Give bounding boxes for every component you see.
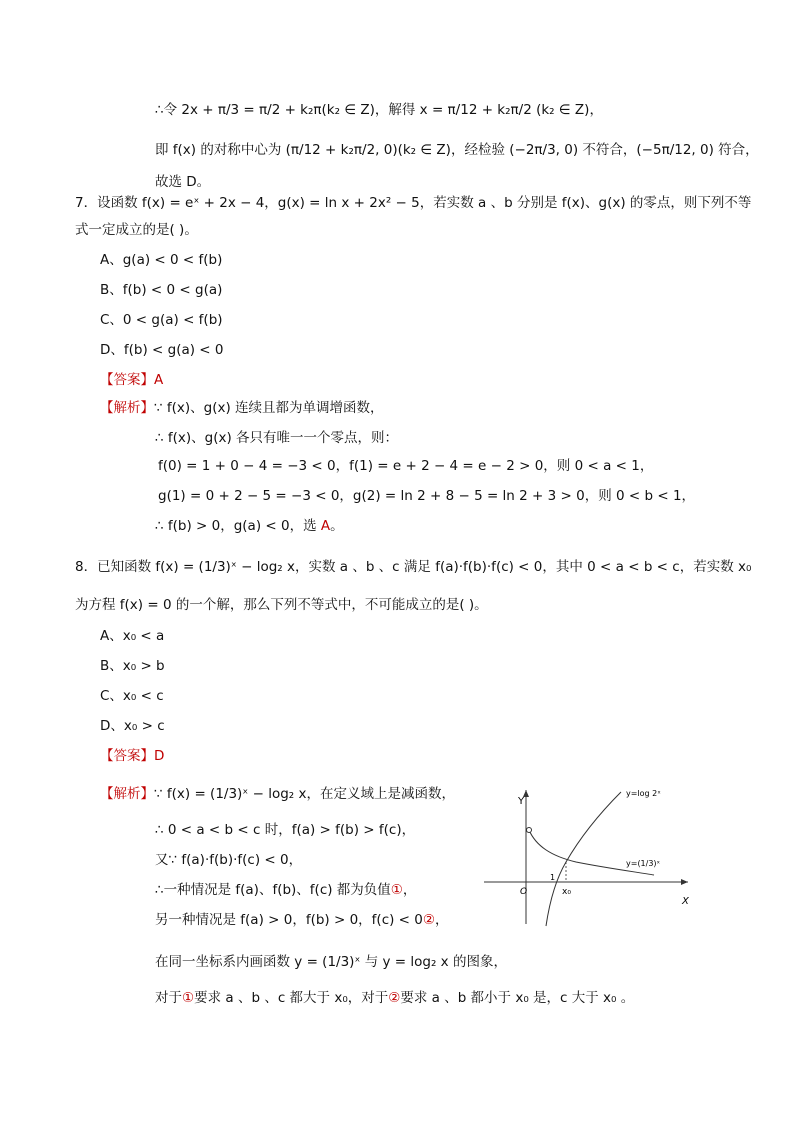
q8-option-c: C、x₀ < c	[100, 688, 164, 704]
analysis-text: ∴ f(b) > 0，g(a) < 0，选	[155, 518, 321, 534]
q8-option-b: B、x₀ > b	[100, 658, 165, 674]
q7-option-b: B、f(b) < 0 < g(a)	[100, 282, 223, 298]
answer-choice: A	[320, 518, 331, 534]
q8-stem-line-1: 8．已知函数 f(x) = (1/3)ˣ − log₂ x，实数 a 、b 、c 满足 f(a)·f(b)·f(c) < 0，其中 0 < a < b < c，若实数 x₀	[75, 559, 752, 575]
q8-analysis-line-1	[100, 784, 455, 804]
q7-option-d: D、f(b) < g(a) < 0	[100, 342, 224, 358]
x0-label: x₀	[562, 887, 571, 897]
one-label: 1	[550, 873, 556, 882]
q7-answer	[100, 370, 163, 390]
origin-label: O	[520, 887, 528, 897]
q8-analysis-line-5	[155, 910, 448, 930]
circled-one: ①	[390, 882, 403, 898]
q8-option-a: A、x₀ < a	[100, 628, 165, 644]
q6-line-1: ∴令 2x + π/3 = π/2 + k₂π(k₂ ∈ Z)，解得 x = π/12 + k₂π/2 (k₂ ∈ Z)，	[155, 102, 603, 118]
analysis-tag: 【解析】	[100, 786, 154, 802]
q7-analysis-line-1	[100, 398, 384, 418]
function-graph	[476, 784, 692, 930]
y-axis-label: Y	[518, 796, 525, 807]
q6-line-2: 即 f(x) 的对称中心为 (π/12 + k₂π/2, 0)(k₂ ∈ Z)，经检验 (−2π/3, 0) 不符合，(−5π/12, 0) 符合，	[155, 142, 759, 158]
period: 。	[330, 518, 344, 534]
answer-tag: 【答案】	[100, 748, 154, 764]
comma: ，	[402, 882, 417, 898]
q8-answer	[100, 746, 164, 766]
q8-analysis-line-6: 在同一坐标系内画函数 y = (1/3)ˣ 与 y = log₂ x 的图象，	[155, 954, 507, 970]
q8-analysis-line-4	[155, 880, 416, 900]
q6-line-3: 故选 D。	[155, 174, 211, 190]
q7-stem-line-1: 7．设函数 f(x) = eˣ + 2x − 4，g(x) = ln x + 2x² − 5，若实数 a 、b 分别是 f(x)、g(x) 的零点，则下列不等	[75, 195, 752, 211]
q7-option-c: C、0 < g(a) < f(b)	[100, 312, 223, 328]
analysis-text: ∵ f(x) = (1/3)ˣ − log₂ x，在定义域上是减函数，	[154, 786, 455, 802]
q8-analysis-line-7	[155, 988, 634, 1008]
q8-analysis-line-2: ∴ 0 < a < b < c 时，f(a) > f(b) > f(c)，	[155, 822, 416, 838]
analysis-text: 另一种情况是 f(a) > 0，f(b) > 0，f(c) < 0	[155, 912, 423, 928]
circled-one: ①	[182, 990, 195, 1006]
q7-option-a: A、g(a) < 0 < f(b)	[100, 252, 223, 268]
analysis-text: ∴一种情况是 f(a)、f(b)、f(c) 都为负值	[155, 882, 391, 898]
analysis-text: 要求 a 、b 、c 都大于 x₀，对于	[194, 990, 389, 1006]
x-axis-label: X	[682, 896, 689, 907]
exp-curve-label: y=(1/3)ˣ	[626, 859, 661, 868]
q7-analysis-line-4: g(1) = 0 + 2 − 5 = −3 < 0，g(2) = ln 2 + 8 − 5 = ln 2 + 3 > 0，则 0 < b < 1，	[158, 488, 696, 504]
analysis-tag: 【解析】	[100, 400, 154, 416]
answer-value: D	[154, 748, 165, 764]
answer-value: A	[154, 372, 164, 388]
open-endpoint	[527, 828, 532, 833]
analysis-text: ∵ f(x)、g(x) 连续且都为单调增函数，	[154, 400, 384, 416]
q8-analysis-line-3: 又∵ f(a)·f(b)·f(c) < 0，	[155, 852, 303, 868]
q8-option-d: D、x₀ > c	[100, 718, 165, 734]
q7-analysis-line-3: f(0) = 1 + 0 − 4 = −3 < 0，f(1) = e + 2 − 4 = e − 2 > 0，则 0 < a < 1，	[158, 458, 654, 474]
comma: ，	[434, 912, 449, 928]
log-curve-label: y=log 2ˣ	[626, 789, 661, 798]
circled-two: ②	[422, 912, 435, 928]
q7-stem-line-2: 式一定成立的是( )。	[75, 222, 198, 238]
analysis-text: 要求 a 、b 都小于 x₀ 是，c 大于 x₀ 。	[400, 990, 635, 1006]
q8-stem-line-2: 为方程 f(x) = 0 的一个解，那么下列不等式中，不可能成立的是( )。	[75, 597, 488, 613]
analysis-text: 对于	[155, 990, 182, 1006]
q7-analysis-line-2: ∴ f(x)、g(x) 各只有唯一一个零点，则：	[155, 430, 399, 446]
circled-two: ②	[388, 990, 401, 1006]
q7-analysis-line-5	[155, 516, 344, 536]
answer-tag: 【答案】	[100, 372, 154, 388]
